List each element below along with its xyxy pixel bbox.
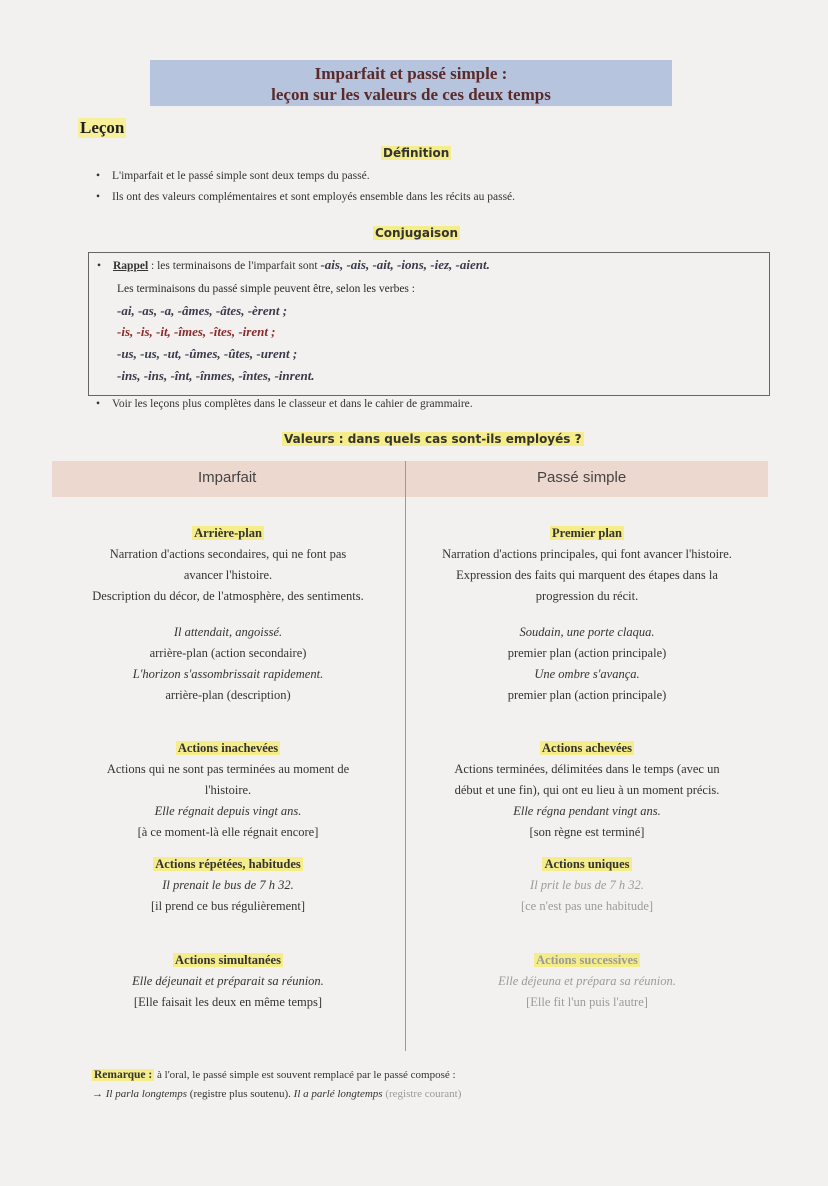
remarque-block: [92, 1066, 461, 1104]
remarque-label: Remarque :: [94, 1069, 153, 1081]
imparfait-endings: -ais, -ais, -ait, -ions, -iez, -aient.: [320, 257, 490, 272]
premier-plan-desc-1: Narration d'actions principales, qui font avancer l'histoire.: [442, 547, 732, 561]
arriere-plan-ex-2-note: arrière-plan (description): [165, 688, 291, 702]
uniques-ex: Il prit le bus de 7 h 32.: [530, 878, 644, 892]
remarque-ex-1-note: (registre plus soutenu).: [187, 1088, 294, 1100]
arriere-plan-desc-2: avancer l'histoire.: [183, 568, 273, 582]
arriere-plan-ex-1-note: arrière-plan (action secondaire): [149, 646, 307, 660]
achevees-block: [412, 738, 762, 843]
rappel-text: : les terminaisons de l'imparfait sont: [148, 260, 321, 272]
inachevees-desc-2: l'histoire.: [204, 783, 252, 797]
inachevees-desc-1: Actions qui ne sont pas terminées au moment de: [106, 762, 350, 776]
repetees-note: [il prend ce bus régulièrement]: [150, 899, 306, 913]
successives-ex: Elle déjeuna et prépara sa réunion.: [498, 974, 676, 988]
remarque-ex-2-note: (registre courant): [382, 1088, 462, 1100]
remarque-line-2: [92, 1085, 461, 1104]
bullet-icon: •: [97, 260, 102, 272]
columns-header: [52, 461, 768, 497]
premier-plan-desc-2: Expression des faits qui marquent des étapes dans la: [456, 568, 718, 582]
definition-bullet-1: [96, 170, 370, 182]
uniques-note: [ce n'est pas une habitude]: [520, 899, 654, 913]
inachevees-note: [à ce moment-là elle régnait encore]: [137, 825, 319, 839]
premier-plan-ex-2-note: premier plan (action principale): [507, 688, 667, 702]
ps-endings-2: -is, -is, -it, -îmes, -îtes, -irent ;: [117, 324, 276, 339]
remarque-ex-1: Il parla longtemps: [105, 1088, 188, 1100]
arriere-plan-ex-1: Il attendait, angoissé.: [173, 625, 283, 639]
successives-title: Actions successives: [536, 953, 638, 967]
column-divider: [405, 461, 406, 1051]
definition-heading: Définition: [383, 146, 450, 160]
definition-bullet-2-text: Ils ont des valeurs complémentaires et sont employés ensemble dans les récits au passé.: [112, 191, 516, 203]
arriere-plan-desc-3: Description du décor, de l'atmosphère, des sentiments.: [92, 589, 364, 603]
title-line-1: Imparfait et passé simple :: [314, 64, 508, 83]
premier-plan-title: Premier plan: [551, 526, 622, 540]
premier-plan-examples: [412, 622, 762, 706]
column-imparfait: Imparfait: [198, 469, 257, 486]
repetees-block: [58, 854, 398, 917]
inachevees-ex: Elle régnait depuis vingt ans.: [154, 804, 302, 818]
arriere-plan-examples: [58, 622, 398, 706]
conjugaison-box: [88, 252, 770, 396]
arriere-plan-desc-1: Narration d'actions secondaires, qui ne font pas: [109, 547, 347, 561]
repetees-ex: Il prenait le bus de 7 h 32.: [162, 878, 294, 892]
title-line-2: leçon sur les valeurs de ces deux temps: [271, 85, 551, 104]
achevees-title: Actions achevées: [542, 741, 632, 755]
inachevees-block: [58, 738, 398, 843]
uniques-title: Actions uniques: [544, 857, 630, 871]
definition-bullet-2: [96, 191, 515, 203]
conjugaison-heading: Conjugaison: [375, 226, 458, 240]
successives-block: [412, 950, 762, 1013]
lecon-label: Leçon: [80, 118, 125, 137]
achevees-desc-2: début et une fin), qui ont eu lieu à un moment précis.: [454, 783, 720, 797]
ps-endings-1: -ai, -as, -a, -âmes, -âtes, -èrent ;: [117, 303, 288, 318]
simultanees-note: [Elle faisait les deux en même temps]: [133, 995, 323, 1009]
bullet-icon: •: [96, 170, 101, 182]
rappel-line: [97, 257, 490, 273]
arriere-plan-title: Arrière-plan: [194, 526, 262, 540]
remarque-ex-2: Il a parlé longtemps: [293, 1088, 383, 1100]
premier-plan-ex-2: Une ombre s'avança.: [534, 667, 640, 681]
premier-plan-ex-1-note: premier plan (action principale): [507, 646, 667, 660]
ps-endings-4: -ins, -ins, -înt, -înmes, -întes, -inrent.: [117, 368, 315, 383]
achevees-ex: Elle régna pendant vingt ans.: [513, 804, 661, 818]
simultanees-ex: Elle déjeunait et préparait sa réunion.: [132, 974, 324, 988]
rappel-label: Rappel: [113, 260, 149, 272]
definition-bullet-1-text: L'imparfait et le passé simple sont deux temps du passé.: [112, 170, 370, 182]
arrow-icon: →: [92, 1088, 106, 1100]
voir-line: [96, 398, 473, 410]
voir-text: Voir les leçons plus complètes dans le classeur et dans le cahier de grammaire.: [112, 398, 473, 410]
inachevees-title: Actions inachevées: [177, 741, 279, 755]
remarque-line-1: [92, 1066, 461, 1085]
simultanees-block: [58, 950, 398, 1013]
ps-endings-3: -us, -us, -ut, -ûmes, -ûtes, -urent ;: [117, 346, 298, 361]
premier-plan-ex-1: Soudain, une porte claqua.: [519, 625, 655, 639]
uniques-block: [412, 854, 762, 917]
premier-plan-block: [412, 523, 762, 607]
page-title: [150, 60, 672, 106]
bullet-icon: •: [96, 398, 101, 410]
bullet-icon: •: [96, 191, 101, 203]
repetees-title: Actions répétées, habitudes: [155, 857, 301, 871]
achevees-desc-1: Actions terminées, délimitées dans le temps (avec un: [454, 762, 720, 776]
valeurs-heading: Valeurs : dans quels cas sont-ils employés ?: [284, 432, 582, 446]
column-passe-simple: Passé simple: [537, 469, 627, 486]
arriere-plan-block: [58, 523, 398, 607]
achevees-note: [son règne est terminé]: [529, 825, 645, 839]
remarque-text: à l'oral, le passé simple est souvent remplacé par le passé composé :: [154, 1069, 456, 1081]
successives-note: [Elle fit l'un puis l'autre]: [526, 995, 648, 1009]
premier-plan-desc-3: progression du récit.: [535, 589, 639, 603]
arriere-plan-ex-2: L'horizon s'assombrissait rapidement.: [132, 667, 324, 681]
simultanees-title: Actions simultanées: [175, 953, 281, 967]
ps-intro: Les terminaisons du passé simple peuvent être, selon les verbes :: [117, 283, 415, 295]
